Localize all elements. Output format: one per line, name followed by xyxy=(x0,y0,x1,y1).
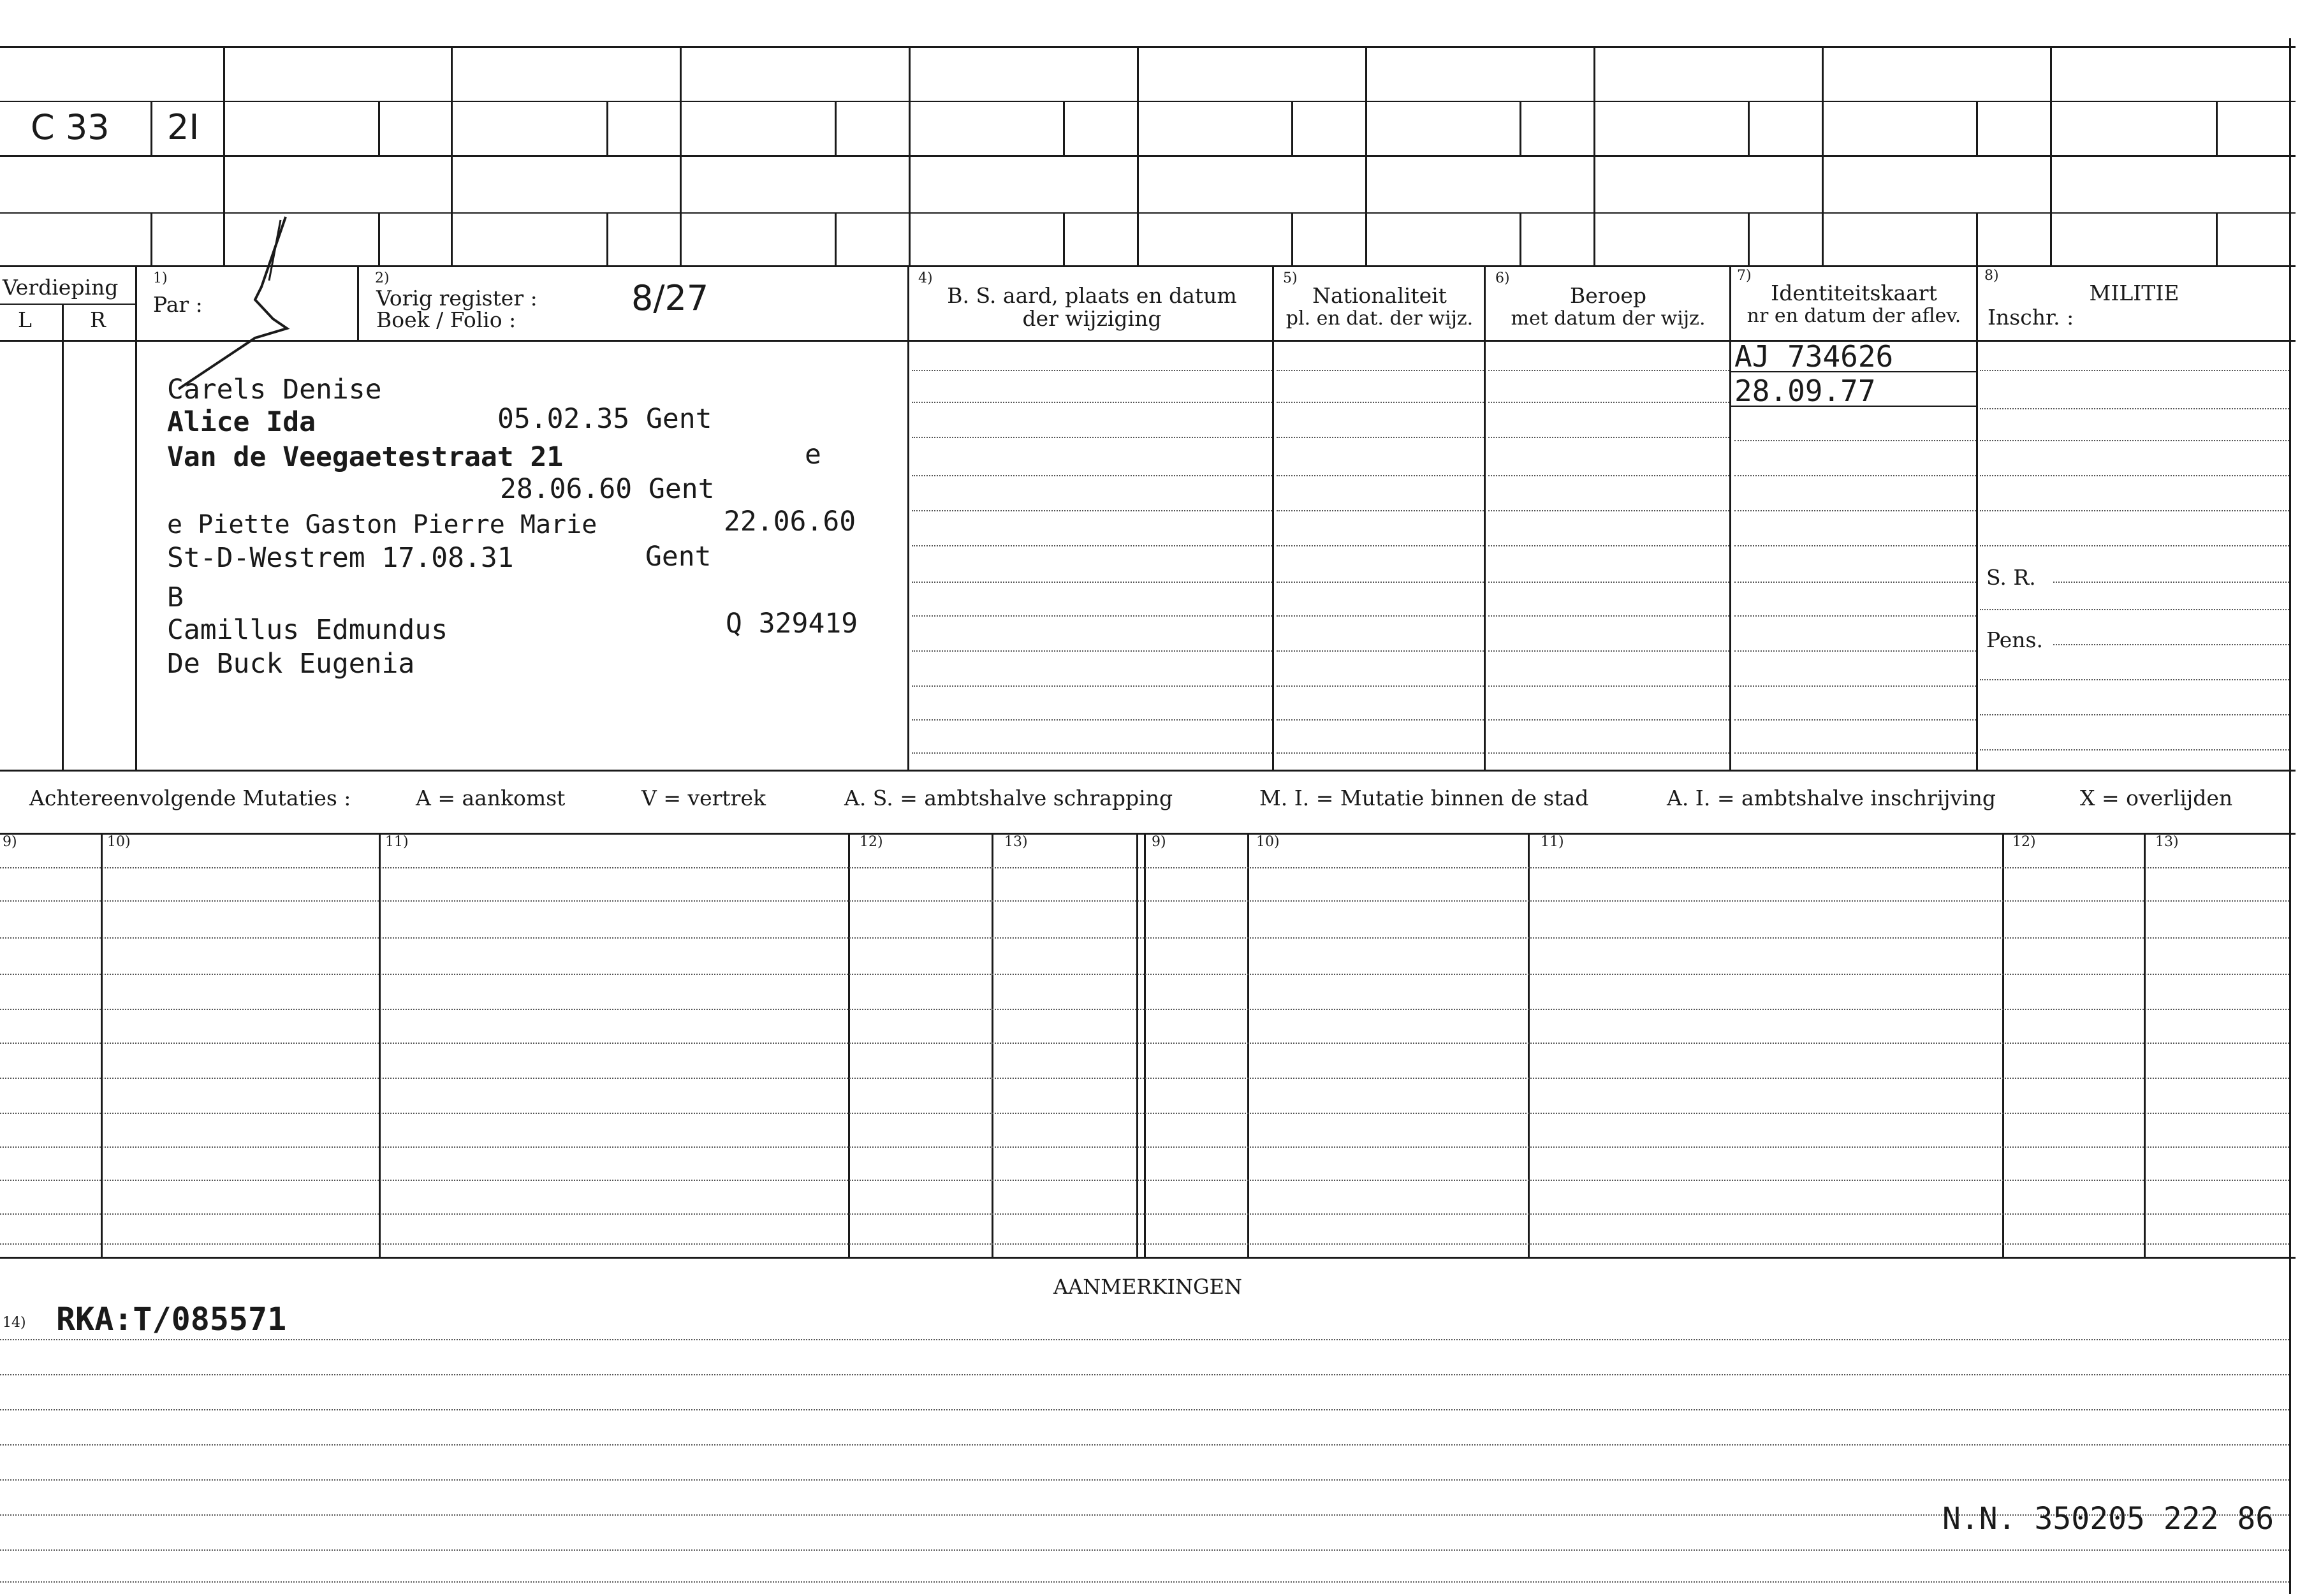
legend-x: X = overlijden xyxy=(2080,786,2233,810)
beroep-num: 6) xyxy=(1495,270,1510,286)
legend-mi: M. I. = Mutatie binnen de stad xyxy=(1259,786,1589,810)
address-e-mark: e xyxy=(805,439,821,471)
beroep-header-line1: Beroep xyxy=(1569,283,1647,308)
remarks-text: RKA:T/085571 xyxy=(56,1301,287,1338)
mut-col-10: 10) xyxy=(107,834,131,850)
mut-col-11b: 11) xyxy=(1541,834,1564,850)
militie-label: MILITIE xyxy=(2089,281,2179,305)
verdieping-l-label: L xyxy=(18,307,32,332)
vorig-register-value: 8/27 xyxy=(631,278,709,318)
mother-name: De Buck Eugenia xyxy=(167,648,415,680)
legend-a: A = aankomst xyxy=(416,786,566,810)
handwritten-slash-mark xyxy=(159,210,306,395)
card-code-left: C 33 xyxy=(31,107,110,147)
nat-header-line1: Nationaliteit xyxy=(1312,283,1447,308)
legend-v: V = vertrek xyxy=(641,786,766,810)
person-code: Q 329419 xyxy=(726,608,858,640)
id-card-date: 28.09.77 xyxy=(1734,374,1876,408)
verdieping-r-label: R xyxy=(90,307,106,332)
pens-label: Pens. xyxy=(1986,627,2043,652)
mut-col-12b: 12) xyxy=(2012,834,2036,850)
address-date: 28.06.60 Gent xyxy=(500,473,715,505)
card-code-right: 2I xyxy=(167,107,200,147)
legend-ai: A. I. = ambtshalve inschrijving xyxy=(1667,786,1996,810)
id-card-number: AJ 734626 xyxy=(1734,339,1894,374)
remarks-title: AANMERKINGEN xyxy=(1053,1275,1242,1299)
person-birth: 05.02.35 Gent xyxy=(497,403,712,435)
bs-num: 4) xyxy=(918,270,933,286)
legend-as: A. S. = ambtshalve schrapping xyxy=(844,786,1173,810)
mut-col-13b: 13) xyxy=(2155,834,2179,850)
nat-header-line2: pl. en dat. der wijz. xyxy=(1285,307,1474,330)
vorig-num: 2) xyxy=(375,270,390,286)
national-number: N.N. 350205 222 86 xyxy=(1942,1501,2274,1537)
id-num: 7) xyxy=(1737,268,1752,284)
mut-col-9b: 9) xyxy=(1152,834,1166,850)
mut-col-11: 11) xyxy=(385,834,409,850)
marriage-date: 22.06.60 xyxy=(724,506,856,538)
legend-title: Achtereenvolgende Mutaties : xyxy=(29,786,351,810)
id-header-line1: Identiteitskaart xyxy=(1771,281,1937,305)
id-header-line2: nr en datum der aflev. xyxy=(1747,305,1961,327)
vorig-register-label: Vorig register : xyxy=(376,286,538,311)
bs-header-line2: der wijziging xyxy=(1022,306,1162,331)
inschr-label: Inschr. : xyxy=(1988,305,2074,330)
person-address: Van de Veegaetestraat 21 xyxy=(167,441,564,473)
person-note-b: B xyxy=(167,582,184,613)
boek-folio-label: Boek / Folio : xyxy=(376,307,516,332)
sr-label: S. R. xyxy=(1986,565,2036,590)
spouse-name: e Piette Gaston Pierre Marie xyxy=(167,510,597,539)
verdieping-label: Verdieping xyxy=(3,275,119,300)
mut-col-9: 9) xyxy=(3,834,17,850)
person-surname: Carels Denise xyxy=(167,374,382,406)
nat-num: 5) xyxy=(1283,270,1298,286)
par-num: 1) xyxy=(153,270,168,286)
bs-header-line1: B. S. aard, plaats en datum xyxy=(947,283,1237,308)
mut-col-10b: 10) xyxy=(1256,834,1280,850)
beroep-header-line2: met datum der wijz. xyxy=(1511,307,1706,330)
par-label: Par : xyxy=(153,292,203,317)
remarks-num: 14) xyxy=(3,1315,26,1331)
spouse-birthplace: Gent xyxy=(645,541,712,573)
person-firstnames: Alice Ida xyxy=(167,406,316,438)
father-name: Camillus Edmundus xyxy=(167,614,448,646)
mil-num: 8) xyxy=(1984,268,1999,284)
mut-col-12: 12) xyxy=(860,834,883,850)
mut-col-13: 13) xyxy=(1004,834,1028,850)
spouse-birth: St-D-Westrem 17.08.31 xyxy=(167,542,514,574)
